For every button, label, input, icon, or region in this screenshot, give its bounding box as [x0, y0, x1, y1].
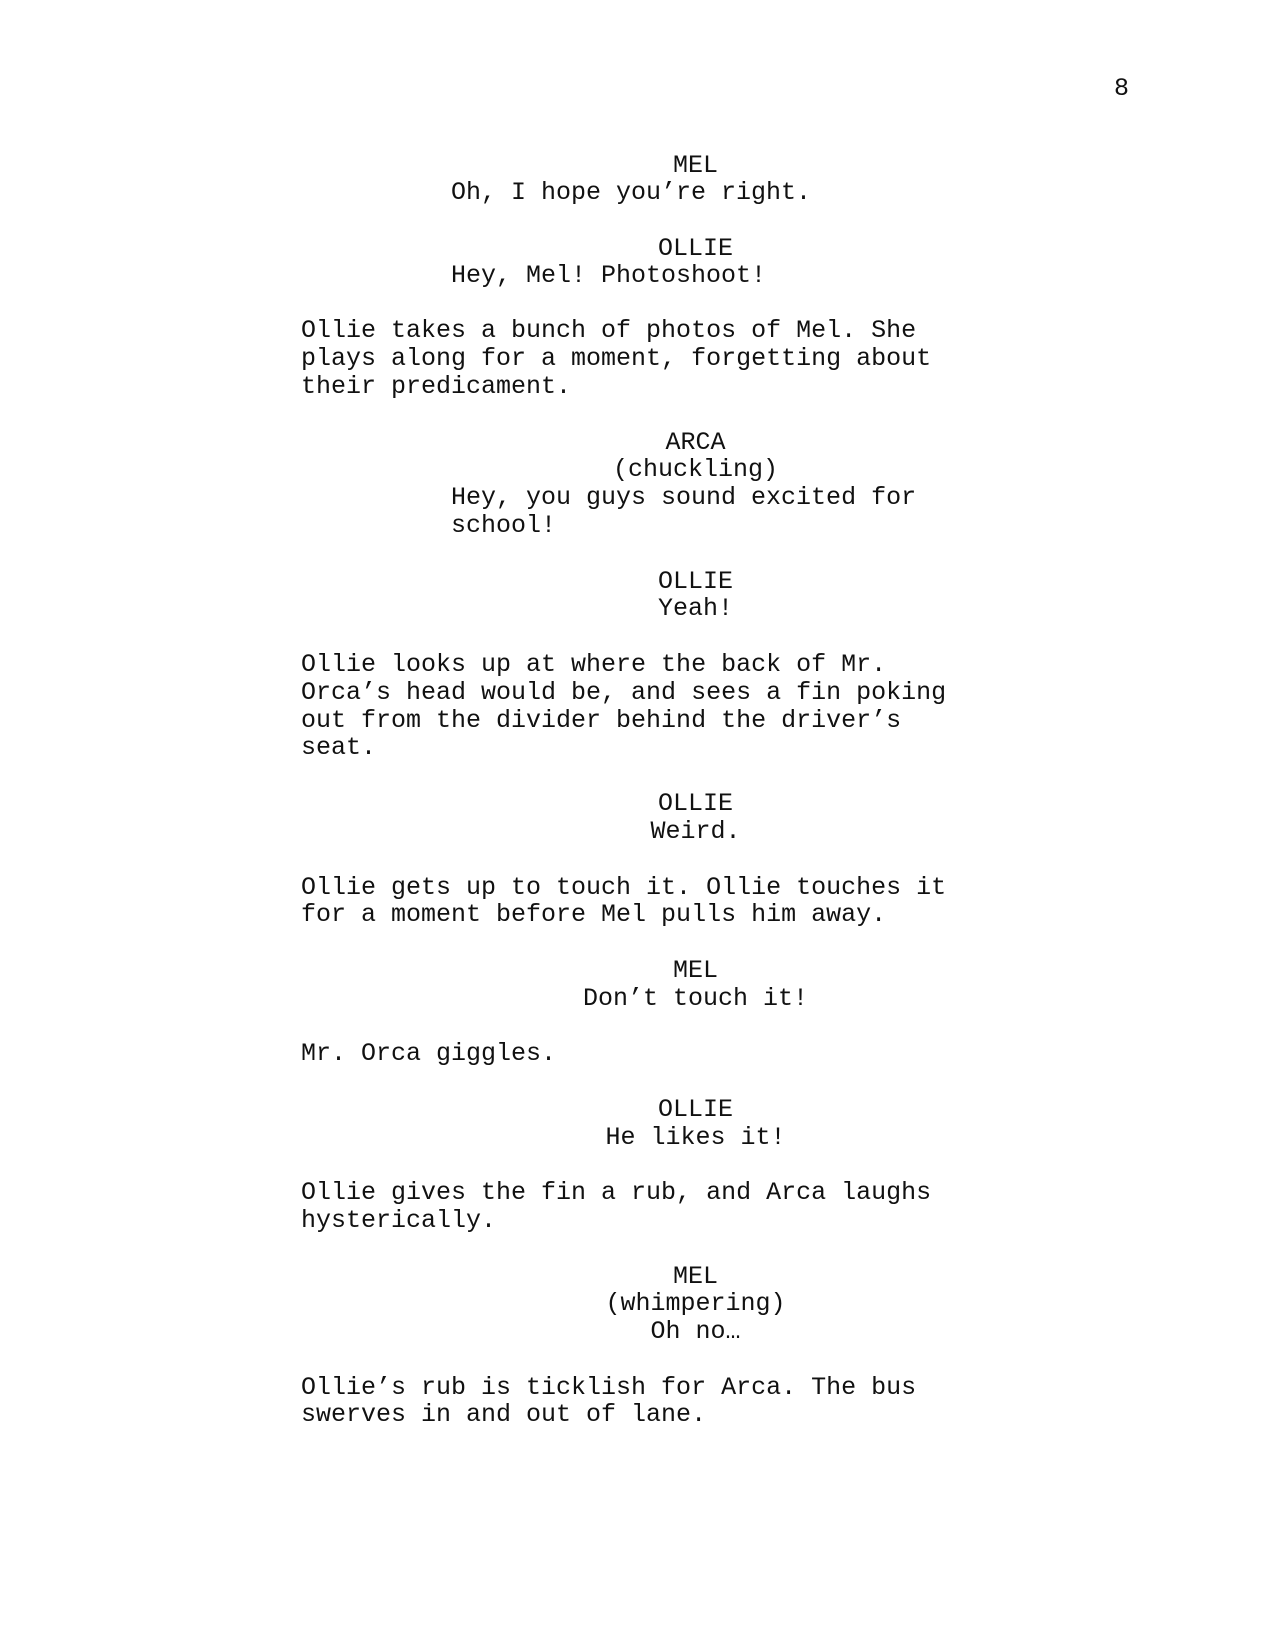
character-cue-ollie: OLLIE [657, 789, 733, 818]
character-cue-mel: MEL [672, 956, 718, 985]
dialogue-line: Hey, you guys sound excited for [451, 483, 917, 512]
action-line: their predicament. [301, 372, 572, 401]
dialogue-line: Oh, I hope you’re right. [451, 178, 812, 207]
action-line: seat. [301, 733, 377, 762]
character-cue-ollie: OLLIE [657, 1095, 733, 1124]
action-line: for a moment before Mel pulls him away. [301, 900, 887, 929]
character-cue-ollie: OLLIE [657, 234, 733, 263]
character-cue-mel: MEL [672, 151, 718, 180]
action-line: Ollie looks up at where the back of Mr. [301, 650, 887, 679]
action-line: out from the divider behind the driver’s [301, 706, 902, 735]
parenthetical: (chuckling) [612, 455, 779, 484]
character-cue-arca: ARCA [665, 428, 726, 457]
character-cue-mel: MEL [672, 1262, 718, 1291]
action-line: Ollie gets up to touch it. Ollie touches it [301, 873, 947, 902]
dialogue-line: Yeah! [657, 594, 733, 623]
action-line: Orca’s head would be, and sees a fin poking [301, 678, 947, 707]
action-line: plays along for a moment, forgetting about [301, 344, 932, 373]
action-line: Ollie’s rub is ticklish for Arca. The bus [301, 1373, 917, 1402]
character-cue-ollie: OLLIE [657, 567, 733, 596]
action-line: Mr. Orca giggles. [301, 1039, 557, 1068]
action-line: hysterically. [301, 1206, 497, 1235]
action-line: Ollie gives the fin a rub, and Arca laughs [301, 1178, 932, 1207]
dialogue-line: Oh no… [650, 1317, 741, 1346]
dialogue-line: Weird. [650, 817, 741, 846]
dialogue-line: Don’t touch it! [582, 984, 809, 1013]
action-line: swerves in and out of lane. [301, 1400, 707, 1429]
page-number: 8 [1114, 74, 1130, 103]
dialogue-line: He likes it! [605, 1123, 786, 1152]
dialogue-line: school! [451, 511, 557, 540]
action-line: Ollie takes a bunch of photos of Mel. She [301, 316, 917, 345]
dialogue-line: Hey, Mel! Photoshoot! [451, 261, 767, 290]
parenthetical: (whimpering) [605, 1289, 786, 1318]
